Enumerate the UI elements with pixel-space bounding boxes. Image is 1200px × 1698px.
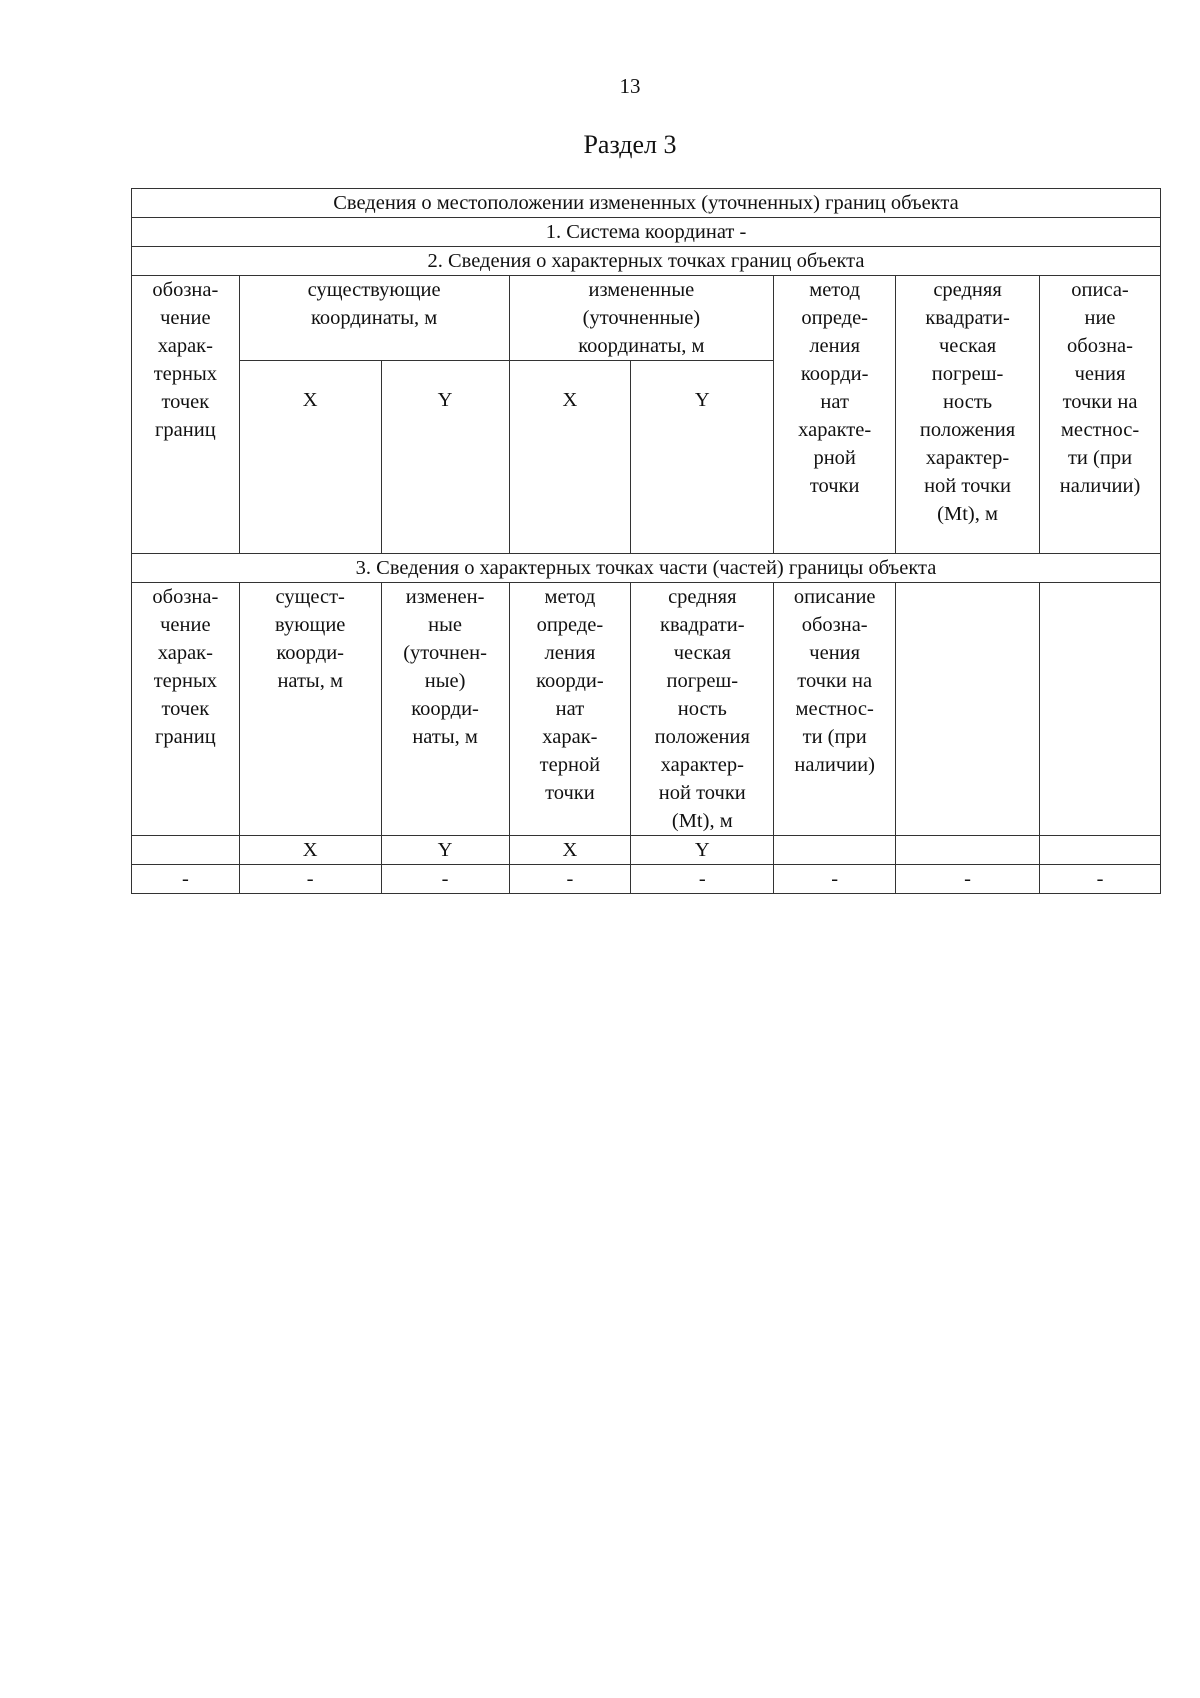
header-changed-coordinates: измененные (уточненные) координаты, м (509, 276, 774, 361)
parts-header-existing: сущест- вующие коорди- наты, м (239, 583, 381, 836)
section-title: Раздел 3 (583, 130, 677, 159)
parts-header-designation: обозна- чение харак- терных точек границ (132, 583, 240, 836)
coordinate-system-row: 1. Система координат - (132, 218, 1161, 247)
header-changed-x: X (509, 361, 631, 554)
parts-header-empty-1 (896, 583, 1040, 836)
empty-cell-3: - (381, 865, 509, 894)
parts-header-y1: Y (381, 836, 509, 865)
parts-xy-empty-1 (132, 836, 240, 865)
empty-cell-8: - (1040, 865, 1161, 894)
table-title: Сведения о местоположении измененных (уточненных) границ объекта (132, 189, 1161, 218)
parts-header-description: описание обозна- чения точки на местнос- ти (при наличии) (774, 583, 896, 836)
header-existing-y: Y (381, 361, 509, 554)
empty-cell-1: - (132, 865, 240, 894)
empty-cell-6: - (774, 865, 896, 894)
empty-cell-4: - (509, 865, 631, 894)
boundary-table (131, 188, 1161, 894)
empty-cell-5: - (631, 865, 774, 894)
parts-header-error: средняя квадрати- ческая погреш- ность положения характер- ной точки (Mt), м (631, 583, 774, 836)
header-designation: обозна- чение харак- терных точек границ (132, 276, 240, 554)
parts-header-method: метод опреде- ления коорди- нат харак- терной точки (509, 583, 631, 836)
parts-header-empty-2 (1040, 583, 1161, 836)
header-error: средняя квадрати- ческая погреш- ность положения характер- ной точки (Mt), м (896, 276, 1040, 554)
parts-xy-empty-3 (896, 836, 1040, 865)
page-number: 13 (619, 74, 641, 98)
parts-xy-empty-2 (774, 836, 896, 865)
header-existing-x: X (239, 361, 381, 554)
empty-cell-2: - (239, 865, 381, 894)
points-section-heading: 2. Сведения о характерных точках границ объекта (132, 247, 1161, 276)
parts-header-y2: Y (631, 836, 774, 865)
header-method: метод опреде- ления коорди- нат характе- рной точки (774, 276, 896, 554)
header-existing-coordinates: существующие координаты, м (239, 276, 509, 361)
parts-header-x2: X (509, 836, 631, 865)
header-changed-y: Y (631, 361, 774, 554)
parts-section-heading: 3. Сведения о характерных точках части (частей) границы объекта (132, 554, 1161, 583)
parts-header-x1: X (239, 836, 381, 865)
empty-cell-7: - (896, 865, 1040, 894)
header-description: описа- ние обозна- чения точки на местнос- ти (при наличии) (1040, 276, 1161, 554)
parts-xy-empty-4 (1040, 836, 1161, 865)
parts-header-changed: изменен- ные (уточнен- ные) коорди- наты, м (381, 583, 509, 836)
